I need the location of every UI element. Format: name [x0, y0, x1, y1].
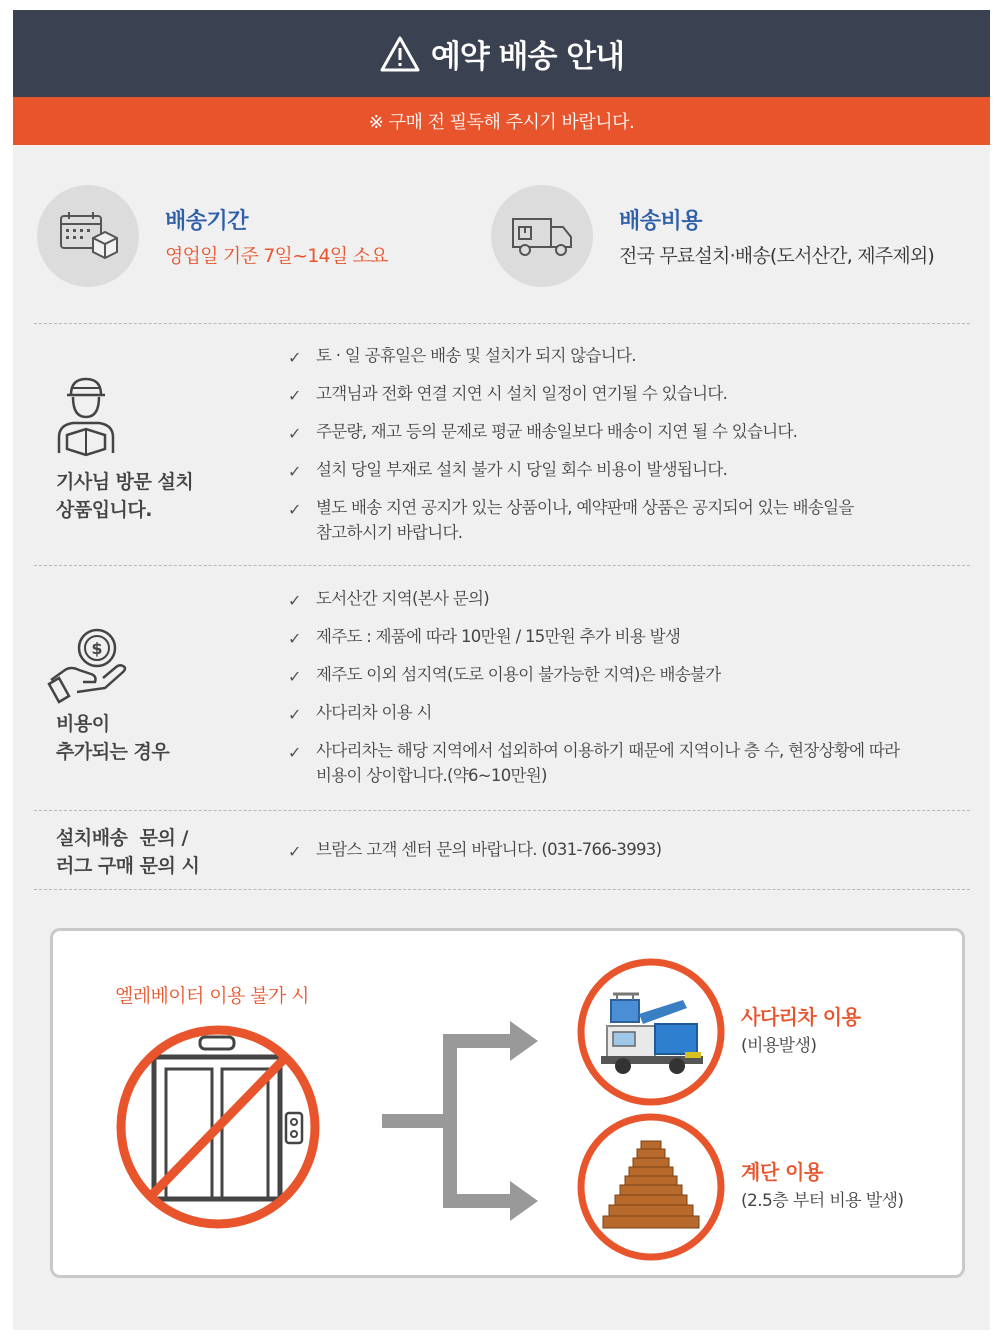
- check-icon: ✓: [288, 500, 301, 519]
- check-icon: ✓: [288, 348, 301, 367]
- header: [13, 10, 990, 97]
- extra-cost-label-line2: 추가되는 경우: [56, 741, 170, 763]
- check-icon: ✓: [288, 591, 301, 610]
- notice-bar: [13, 97, 990, 145]
- list-item: ✓ 주문량, 재고 등의 문제로 평균 배송일보다 배송이 지연 될 수 있습니다.: [288, 419, 854, 444]
- check-icon: ✓: [288, 424, 301, 443]
- warning-icon: [379, 35, 421, 73]
- list-item: ✓ 설치 당일 부재로 설치 불가 시 당일 회수 비용이 발생됩니다.: [288, 457, 854, 482]
- page-title: 예약 배송 안내: [430, 39, 625, 75]
- divider: [34, 810, 970, 811]
- branch-arrow-icon: [378, 1003, 548, 1233]
- money-hand-icon: [47, 622, 129, 704]
- inquiry-label-line2: 러그 구매 문의 시: [56, 855, 200, 877]
- inquiry-list: [288, 837, 661, 862]
- delivery-cost-title: 배송비용: [619, 209, 703, 234]
- divider: [34, 889, 970, 890]
- list-item: ✓ 사다리차 이용 시: [288, 700, 899, 725]
- ladder-title: 사다리차 이용: [741, 1005, 861, 1029]
- list-item: ✓ 사다리차는 해당 지역에서 섭외하여 이용하기 때문에 지역이나 층 수, 현장상황에 따라 비용이 상이합니다.(약6~10만원): [288, 741, 900, 785]
- ladder-truck-icon: [573, 954, 729, 1110]
- delivery-cost-desc: 전국 무료설치·배송(도서산간, 제주제외): [619, 245, 935, 267]
- delivery-period-title: 배송기간: [165, 209, 249, 234]
- inquiry-label-line1: 설치배송 문의 /: [56, 827, 188, 849]
- list-item: ✓ 별도 배송 지연 공지가 있는 상품이나, 예약판매 상품은 공지되어 있는 배송일을 참고하시기 바랍니다.: [288, 498, 854, 542]
- check-icon: ✓: [288, 667, 301, 686]
- check-icon: ✓: [288, 462, 301, 481]
- install-section-label: [56, 468, 193, 524]
- delivery-period-block: [37, 185, 388, 287]
- no-elevator-label: 엘레베이터 이용 불가 시: [115, 985, 309, 1007]
- technician-icon: [53, 375, 119, 457]
- list-item: ✓ 제주도 : 제품에 따라 10만원 / 15만원 추가 비용 발생: [288, 624, 899, 649]
- svg-text:$: $: [91, 639, 103, 658]
- list-item: ✓ 고객님과 전화 연결 지연 시 설치 일정이 연기될 수 있습니다.: [288, 381, 854, 406]
- extra-cost-label-line1: 비용이: [56, 713, 110, 735]
- notice-panel: [13, 10, 990, 1330]
- inquiry-section-label: [56, 824, 199, 880]
- delivery-cost-block: [491, 185, 934, 287]
- stairs-title: 계단 이용: [741, 1160, 823, 1184]
- check-icon: ✓: [288, 743, 301, 762]
- stairs-icon: [573, 1109, 729, 1265]
- divider: [34, 323, 970, 324]
- delivery-period-desc: 영업일 기준 7일~14일 소요: [165, 245, 388, 267]
- divider: [34, 565, 970, 566]
- ladder-sub: (비용발생): [741, 1036, 817, 1056]
- list-item: ✓ 제주도 이외 섬지역(도로 이용이 불가능한 지역)은 배송불가: [288, 662, 899, 687]
- delivery-diagram: [50, 928, 965, 1278]
- extra-cost-section-label: [56, 710, 169, 766]
- stairs-sub: (2.5층 부터 비용 발생): [741, 1191, 904, 1211]
- install-label-line1: 기사님 방문 설치: [56, 471, 194, 493]
- list-item: ✓ 토 · 일 공휴일은 배송 및 설치가 되지 않습니다.: [288, 343, 854, 368]
- check-icon: ✓: [288, 386, 301, 405]
- install-label-line2: 상품입니다.: [56, 499, 152, 521]
- extra-cost-list: [288, 586, 899, 788]
- check-icon: ✓: [288, 705, 301, 724]
- list-item: ✓ 브람스 고객 센터 문의 바랍니다. (031-766-3993): [288, 837, 661, 862]
- install-list: [288, 343, 854, 545]
- calendar-box-icon: [57, 208, 119, 264]
- check-icon: ✓: [288, 842, 301, 861]
- notice-text: ※ 구매 전 필독해 주시기 바랍니다.: [368, 112, 635, 133]
- truck-icon: [509, 213, 575, 259]
- delivery-cost-icon-circle: [491, 185, 593, 287]
- list-item: ✓ 도서산간 지역(본사 문의): [288, 586, 899, 611]
- check-icon: ✓: [288, 629, 301, 648]
- no-elevator-icon: [108, 1017, 328, 1237]
- delivery-period-icon-circle: [37, 185, 139, 287]
